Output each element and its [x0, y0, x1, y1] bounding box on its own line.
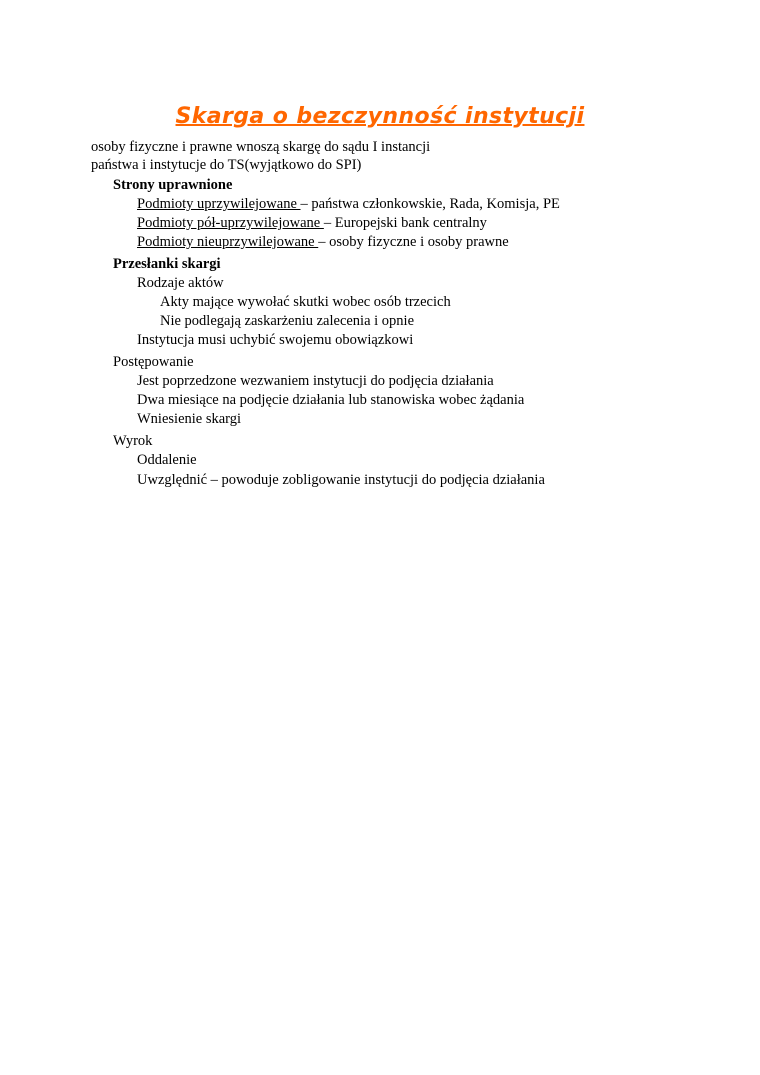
list-item: Uwzględnić – powoduje zobligowanie instytucji do podjęcia działania — [137, 472, 545, 488]
list-item: Nie podlegają zaskarżeniu zalecenia i opnie — [160, 313, 415, 329]
list-item: Rodzaje aktów — [137, 275, 224, 291]
list-item-heading: Wyrok — [113, 433, 153, 449]
list-item — [137, 214, 487, 233]
list-item-heading: Strony uprawnione — [113, 177, 233, 193]
list-item: Oddalenie — [137, 452, 197, 468]
list-item — [137, 195, 560, 214]
list-item — [137, 233, 509, 252]
document-title: Skarga o bezczynność instytucji — [175, 104, 585, 129]
list-item: Jest poprzedzone wezwaniem instytucji do podjęcia działania — [137, 373, 494, 389]
list-item: Instytucja musi uchybić swojemu obowiązkowi — [137, 332, 414, 348]
intro-paragraph — [91, 138, 691, 174]
list-item-heading: Postępowanie — [113, 354, 194, 370]
list-item-term: Podmioty nieuprzywilejowane — [137, 234, 319, 250]
list-item: Akty mające wywołać skutki wobec osób trzecich — [160, 294, 451, 310]
list-item-heading: Przesłanki skargi — [113, 256, 221, 272]
list-item-term: Podmioty pół-uprzywilejowane — [137, 215, 324, 231]
intro-line-1: osoby fizyczne i prawne wnoszą skargę do sądu I instancji — [91, 139, 431, 155]
list-item-term: Podmioty uprzywilejowane — [137, 196, 301, 212]
list-item-description: – Europejski bank centralny — [323, 215, 487, 231]
list-item: Dwa miesiące na podjęcie działania lub stanowiska wobec żądania — [137, 392, 525, 408]
list-item-description: – państwa członkowskie, Rada, Komisja, PE — [300, 196, 560, 212]
list-item: Wniesienie skargi — [137, 411, 242, 427]
list-item-description: – osoby fizyczne i osoby prawne — [318, 234, 509, 250]
intro-line-2: państwa i instytucje do TS(wyjątkowo do SPI) — [91, 157, 362, 173]
